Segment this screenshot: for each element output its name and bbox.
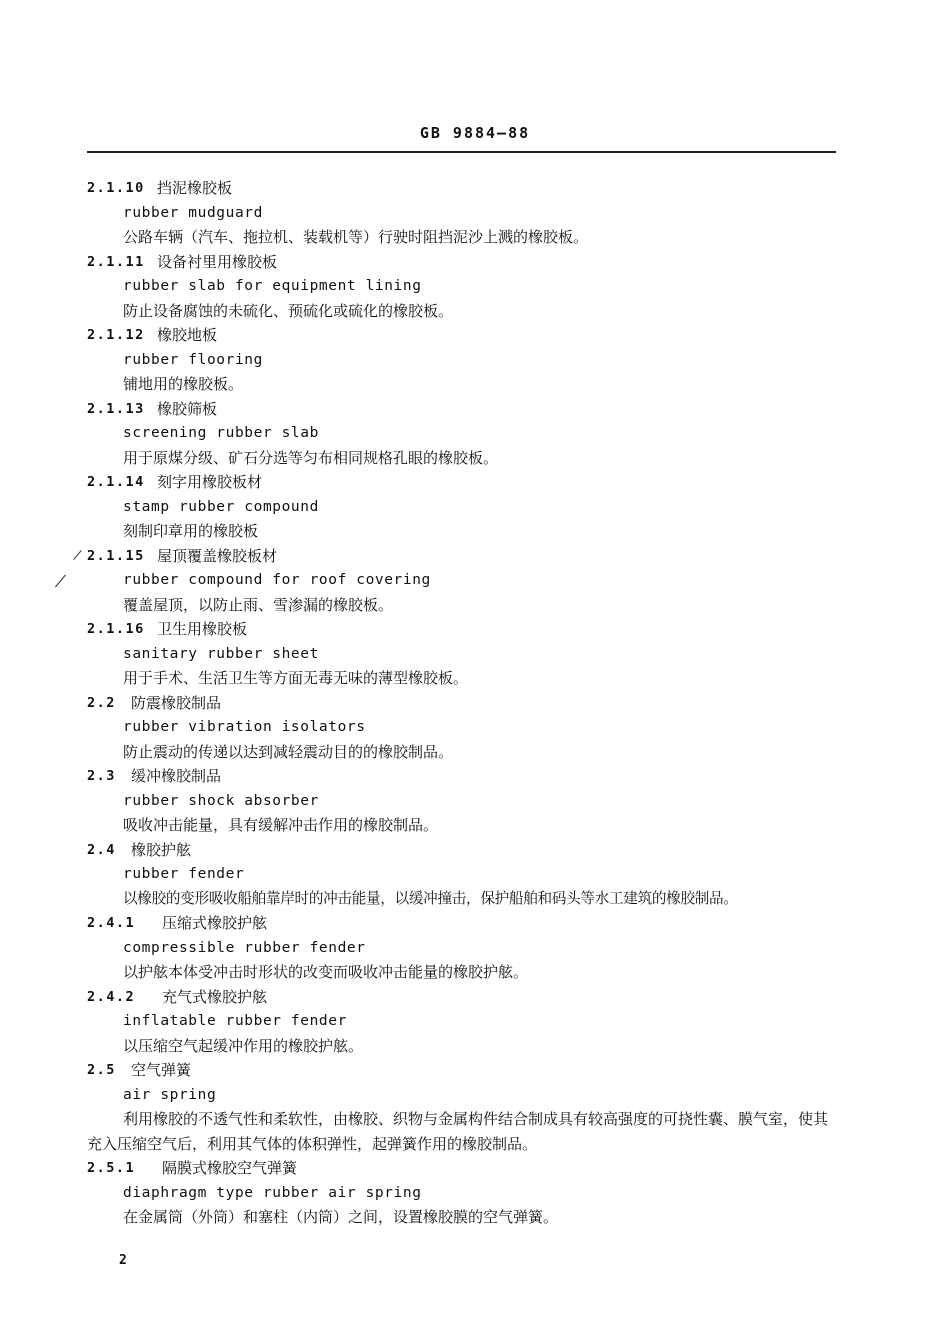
entry-chinese-term: 橡胶护舷 <box>131 840 192 859</box>
entry-number: 2.1.15 <box>87 547 145 564</box>
entry-number: 2.1.12 <box>87 327 145 343</box>
entry-chinese-term: 防震橡胶制品 <box>131 693 222 712</box>
entry-definition: 刻制印章用的橡胶板 <box>123 522 259 540</box>
entry-chinese-term: 卫生用橡胶板 <box>157 620 248 638</box>
entry-chinese-term: 设备衬里用橡胶板 <box>157 252 278 271</box>
entry-english-term: rubber vibration isolators <box>123 719 366 735</box>
entry-english-term: screening rubber slab <box>123 425 319 441</box>
page-number: 2 <box>119 1253 127 1268</box>
entry-definition: 在金属筒（外筒）和塞柱（内筒）之间，设置橡胶膜的空气弹簧。 <box>123 1208 559 1226</box>
entry-english-term: sanitary rubber sheet <box>123 645 319 662</box>
entry-english-term: rubber mudguard <box>123 204 263 221</box>
entry-number: 2.1.10 <box>87 180 145 196</box>
entry-number: 2.2 <box>87 694 116 711</box>
entry-chinese-term: 隔膜式橡胶空气弹簧 <box>162 1159 298 1177</box>
entry-number: 2.5.1 <box>87 1160 136 1176</box>
header-rule <box>87 151 836 153</box>
entry-english-term: rubber compound for roof covering <box>123 572 431 588</box>
term-entry <box>0 323 950 397</box>
term-entry <box>0 838 950 912</box>
entry-english-term: rubber fender <box>123 866 245 882</box>
entry-english-term: stamp rubber compound <box>123 498 319 515</box>
entry-english-term: rubber flooring <box>123 351 263 368</box>
entry-number: 2.3 <box>87 768 116 784</box>
term-entry <box>0 617 950 691</box>
term-entry <box>0 764 950 838</box>
entry-definition: 防止设备腐蚀的未硫化、预硫化或硫化的橡胶板。 <box>123 301 454 320</box>
term-entry <box>0 470 950 544</box>
entry-chinese-term: 压缩式橡胶护舷 <box>162 914 268 932</box>
term-entry <box>0 985 950 1059</box>
entry-number: 2.1.11 <box>87 253 145 270</box>
term-entry <box>0 397 950 471</box>
entry-number: 2.1.13 <box>87 400 145 417</box>
term-entry <box>0 544 950 618</box>
term-entry <box>0 691 950 765</box>
entry-english-term: compressible rubber fender <box>123 939 366 956</box>
entry-chinese-term: 充气式橡胶护舷 <box>162 987 268 1006</box>
term-entries <box>0 176 950 1230</box>
entry-definition: 公路车辆（汽车、拖拉机、装载机等）行驶时阻挡泥沙上溅的橡胶板。 <box>123 228 589 246</box>
entry-definition: 以护舷本体受冲击时形状的改变而吸收冲击能量的橡胶护舷。 <box>123 963 529 981</box>
entry-number: 2.4.2 <box>87 988 136 1005</box>
entry-definition: 利用橡胶的不透气性和柔软性，由橡胶、织物与金属构件结合制成具有较高强度的可挠性囊、膜气室，使其充入压缩空气后，利用其气体的体积弹性，起弹簧作用的橡胶制品。 <box>87 1110 829 1153</box>
entry-definition: 用于原煤分级、矿石分选等匀布相同规格孔眼的橡胶板。 <box>123 448 499 467</box>
entry-definition: 以橡胶的变形吸收船舶靠岸时的冲击能量，以缓冲撞击，保护船舶和码头等水工建筑的橡胶制品。 <box>123 889 738 907</box>
entry-english-term: rubber slab for equipment lining <box>123 278 422 294</box>
entry-english-term: air spring <box>123 1086 217 1103</box>
entry-number: 2.5 <box>87 1062 116 1078</box>
entry-chinese-term: 缓冲橡胶制品 <box>131 767 222 785</box>
entry-chinese-term: 挡泥橡胶板 <box>157 179 233 197</box>
entry-definition: 防止震动的传递以达到减轻震动目的的橡胶制品。 <box>123 742 454 761</box>
entry-number: 2.1.16 <box>87 621 145 637</box>
entry-number: 2.4 <box>87 841 116 858</box>
entry-definition: 铺地用的橡胶板。 <box>123 375 244 393</box>
term-entry <box>0 250 950 324</box>
term-entry <box>0 911 950 985</box>
entry-english-term: rubber shock absorber <box>123 792 319 809</box>
entry-definition: 以压缩空气起缓冲作用的橡胶护舷。 <box>123 1036 364 1055</box>
entry-definition: 覆盖屋顶，以防止雨、雪渗漏的橡胶板。 <box>123 595 394 614</box>
entry-chinese-term: 屋顶覆盖橡胶板材 <box>157 546 278 565</box>
entry-chinese-term: 空气弹簧 <box>131 1061 192 1079</box>
entry-definition: 吸收冲击能量，具有缓解冲击作用的橡胶制品。 <box>123 816 439 834</box>
term-entry <box>0 1156 950 1230</box>
entry-number: 2.4.1 <box>87 915 136 931</box>
standard-code-header: GB 9884—88 <box>419 124 531 142</box>
entry-english-term: diaphragm type rubber air spring <box>123 1184 422 1201</box>
entry-english-term: inflatable rubber fender <box>123 1013 347 1029</box>
term-entry <box>0 1058 950 1156</box>
entry-chinese-term: 橡胶地板 <box>157 326 218 344</box>
term-entry <box>0 176 950 250</box>
entry-chinese-term: 橡胶筛板 <box>157 399 218 418</box>
entry-number: 2.1.14 <box>87 474 145 490</box>
entry-chinese-term: 刻字用橡胶板材 <box>157 473 263 491</box>
entry-definition: 用于手术、生活卫生等方面无毒无味的薄型橡胶板。 <box>123 669 469 687</box>
